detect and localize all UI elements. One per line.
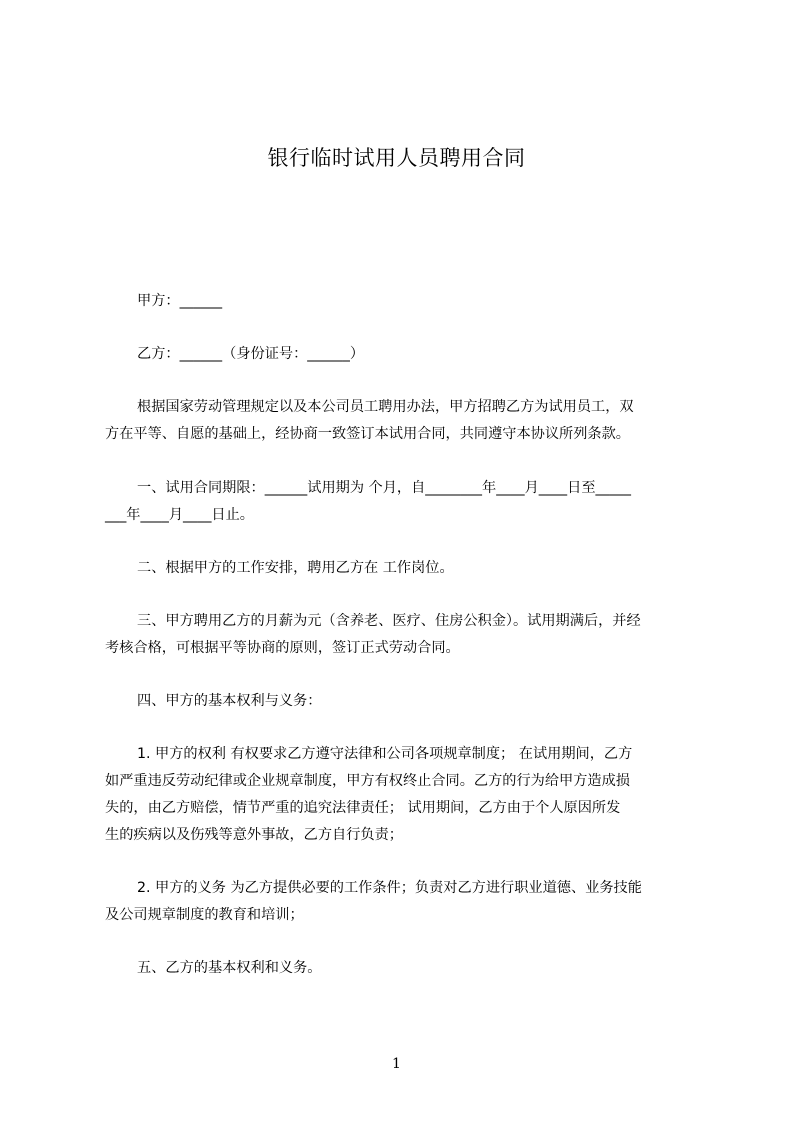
clause-4-1-line-2: 如严重违反劳动纪律或企业规章制度，甲方有权终止合同。乙方的行为给甲方造成损 (105, 773, 630, 789)
clause-4-1-line-4: 生的疾病以及伤残等意外事故，乙方自行负责； (105, 827, 403, 843)
clause-1-line-1: 一、试用合同期限：______试用期为 个月，自________年____月____日至_____ (137, 480, 631, 496)
clause-4-2-line-1: 2. 甲方的义务 为乙方提供必要的工作条件；负责对乙方进行职业道德、业务技能 (137, 880, 642, 896)
clause-3-line-2: 考核合格，可根据平等协商的原则，签订正式劳动合同。 (105, 640, 460, 656)
clause-4-2-line-2: 及公司规章制度的教育和培训； (105, 907, 304, 923)
page-number: 1 (392, 1056, 401, 1072)
clause-3-line-1: 三、甲方聘用乙方的月薪为元（含养老、医疗、住房公积金）。试用期满后，并经 (137, 613, 641, 629)
clause-1-line-2: ___年____月____日止。 (105, 507, 254, 523)
party-b-line: 乙方：______（身份证号：______） (137, 346, 365, 362)
clause-4-1-line-3: 失的，由乙方赔偿，情节严重的追究法律责任； 试用期间，乙方由于个人原因所发 (105, 800, 621, 816)
document-title: 银行临时试用人员聘用合同 (267, 146, 526, 170)
party-a-line: 甲方：______ (137, 293, 223, 309)
clause-4-heading: 四、甲方的基本权利与义务： (137, 693, 322, 709)
intro-line-2: 方在平等、自愿的基础上，经协商一致签订本试用合同，共同遵守本协议所列条款。 (105, 426, 630, 442)
clause-5-heading: 五、乙方的基本权利和义务。 (137, 960, 322, 976)
intro-line-1: 根据国家劳动管理规定以及本公司员工聘用办法，甲方招聘乙方为试用员工，双 (137, 399, 634, 415)
clause-2-line: 二、根据甲方的工作安排，聘用乙方在 工作岗位。 (137, 560, 454, 576)
clause-4-1-line-1: 1. 甲方的权利 有权要求乙方遵守法律和公司各项规章制度； 在试用期间，乙方 (137, 746, 633, 762)
